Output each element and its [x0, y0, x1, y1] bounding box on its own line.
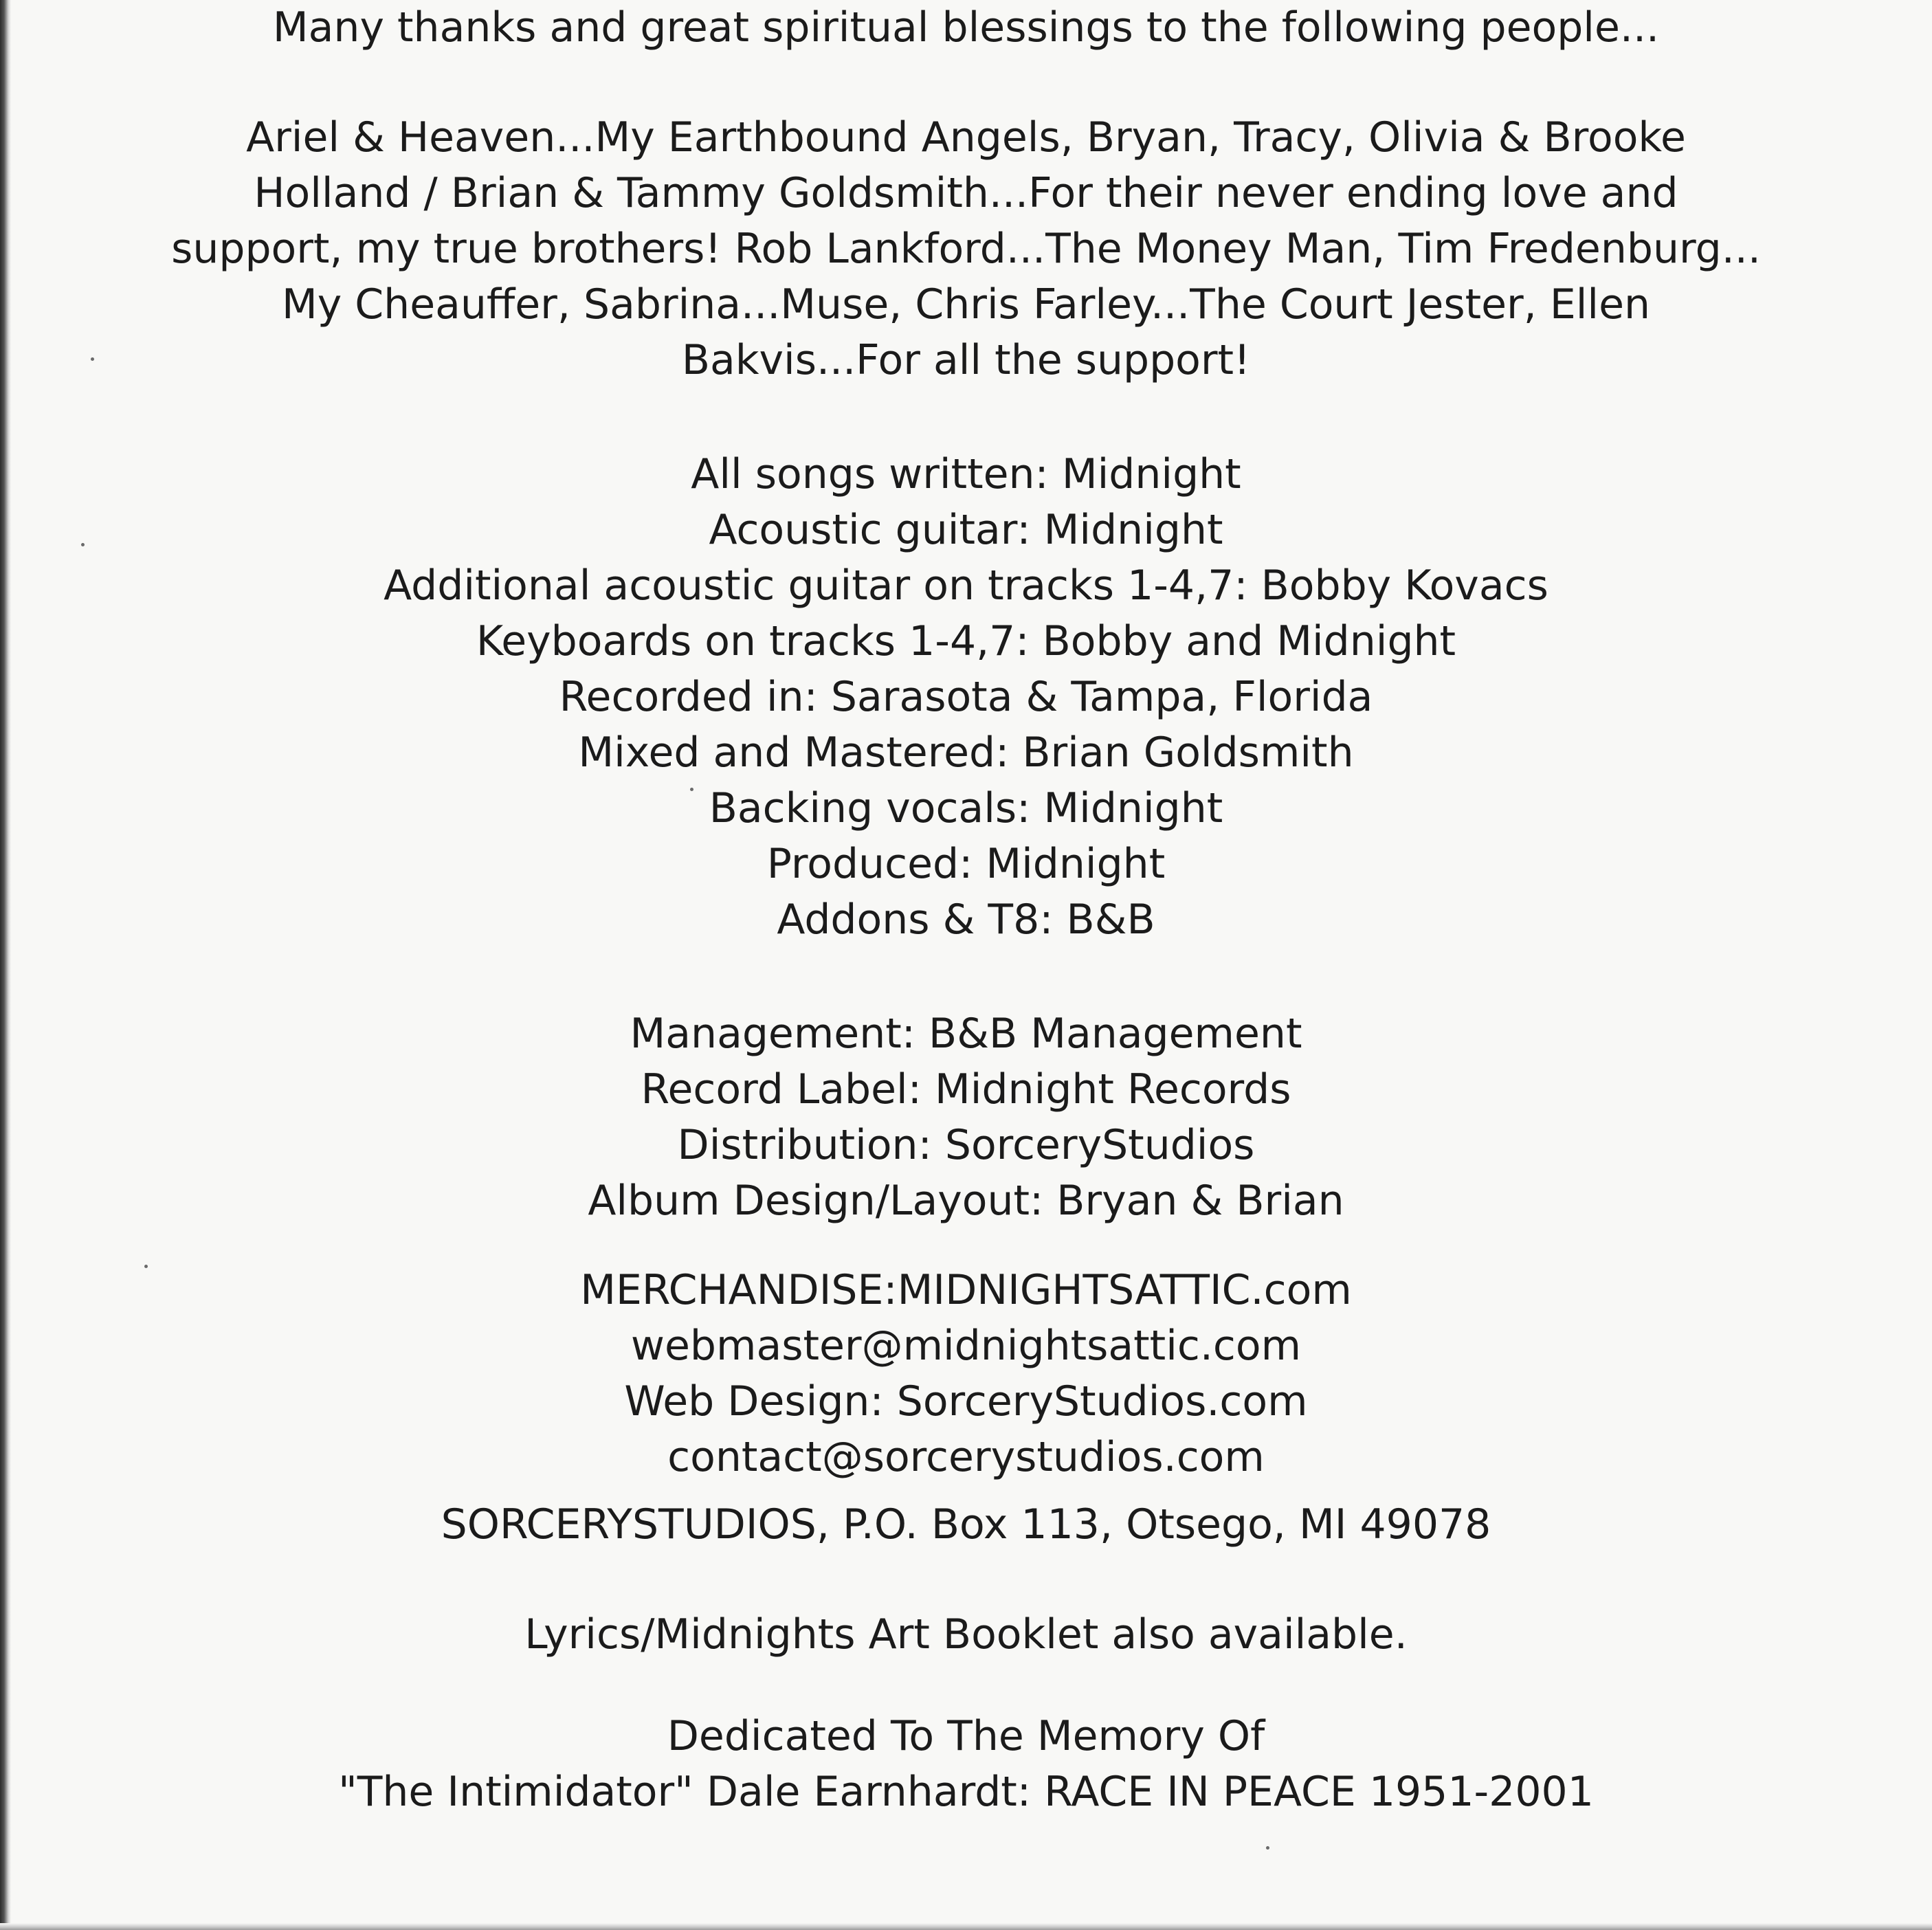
credit-line: Backing vocals: Midnight	[709, 784, 1223, 832]
credit-line: Keyboards on tracks 1-4,7: Bobby and Midnight	[476, 617, 1456, 665]
dedication-line: "The Intimidator" Dale Earnhardt: RACE IN PEACE 1951-2001	[338, 1768, 1594, 1816]
credit-line: Produced: Midnight	[766, 840, 1166, 888]
thanks-line: Bakvis...For all the support!	[681, 336, 1251, 384]
business-line: Record Label: Midnight Records	[641, 1065, 1291, 1113]
contact-line: MERCHANDISE:MIDNIGHTSATTIC.com	[580, 1266, 1352, 1314]
thanks-line: My Cheauffer, Sabrina...Muse, Chris Farley...The Court Jester, Ellen	[281, 280, 1651, 329]
scan-speck	[1266, 1846, 1269, 1850]
dedication-line: Dedicated To The Memory Of	[667, 1712, 1265, 1760]
contact-line: contact@sorcerystudios.com	[667, 1433, 1265, 1481]
thanks-line: support, my true brothers! Rob Lankford...The Money Man, Tim Fredenburg...	[171, 225, 1761, 273]
business-line: Album Design/Layout: Bryan & Brian	[588, 1177, 1344, 1225]
mailing-address: SORCERYSTUDIOS, P.O. Box 113, Otsego, MI 49078	[441, 1500, 1491, 1549]
contact-line: Web Design: SorceryStudios.com	[624, 1377, 1308, 1426]
thanks-line: Ariel & Heaven...My Earthbound Angels, Bryan, Tracy, Olivia & Brooke	[246, 113, 1686, 162]
credit-line: Addons & T8: B&B	[777, 896, 1155, 944]
booklet-note: Lyrics/Midnights Art Booklet also available.	[524, 1610, 1408, 1659]
thanks-line: Holland / Brian & Tammy Goldsmith...For their never ending love and	[254, 169, 1678, 217]
credit-line: Additional acoustic guitar on tracks 1-4,7: Bobby Kovacs	[384, 562, 1548, 610]
credit-line: Mixed and Mastered: Brian Goldsmith	[578, 729, 1354, 777]
business-line: Management: B&B Management	[630, 1010, 1302, 1058]
credit-line: All songs written: Midnight	[691, 450, 1241, 498]
thanks-heading: Many thanks and great spiritual blessings to the following people...	[272, 3, 1660, 52]
credit-line: Recorded in: Sarasota & Tampa, Florida	[559, 673, 1373, 721]
contact-line: webmaster@midnightsattic.com	[630, 1322, 1302, 1370]
business-line: Distribution: SorceryStudios	[677, 1121, 1255, 1169]
scan-bottom-edge	[0, 1923, 1932, 1930]
credit-line: Acoustic guitar: Midnight	[709, 506, 1223, 554]
